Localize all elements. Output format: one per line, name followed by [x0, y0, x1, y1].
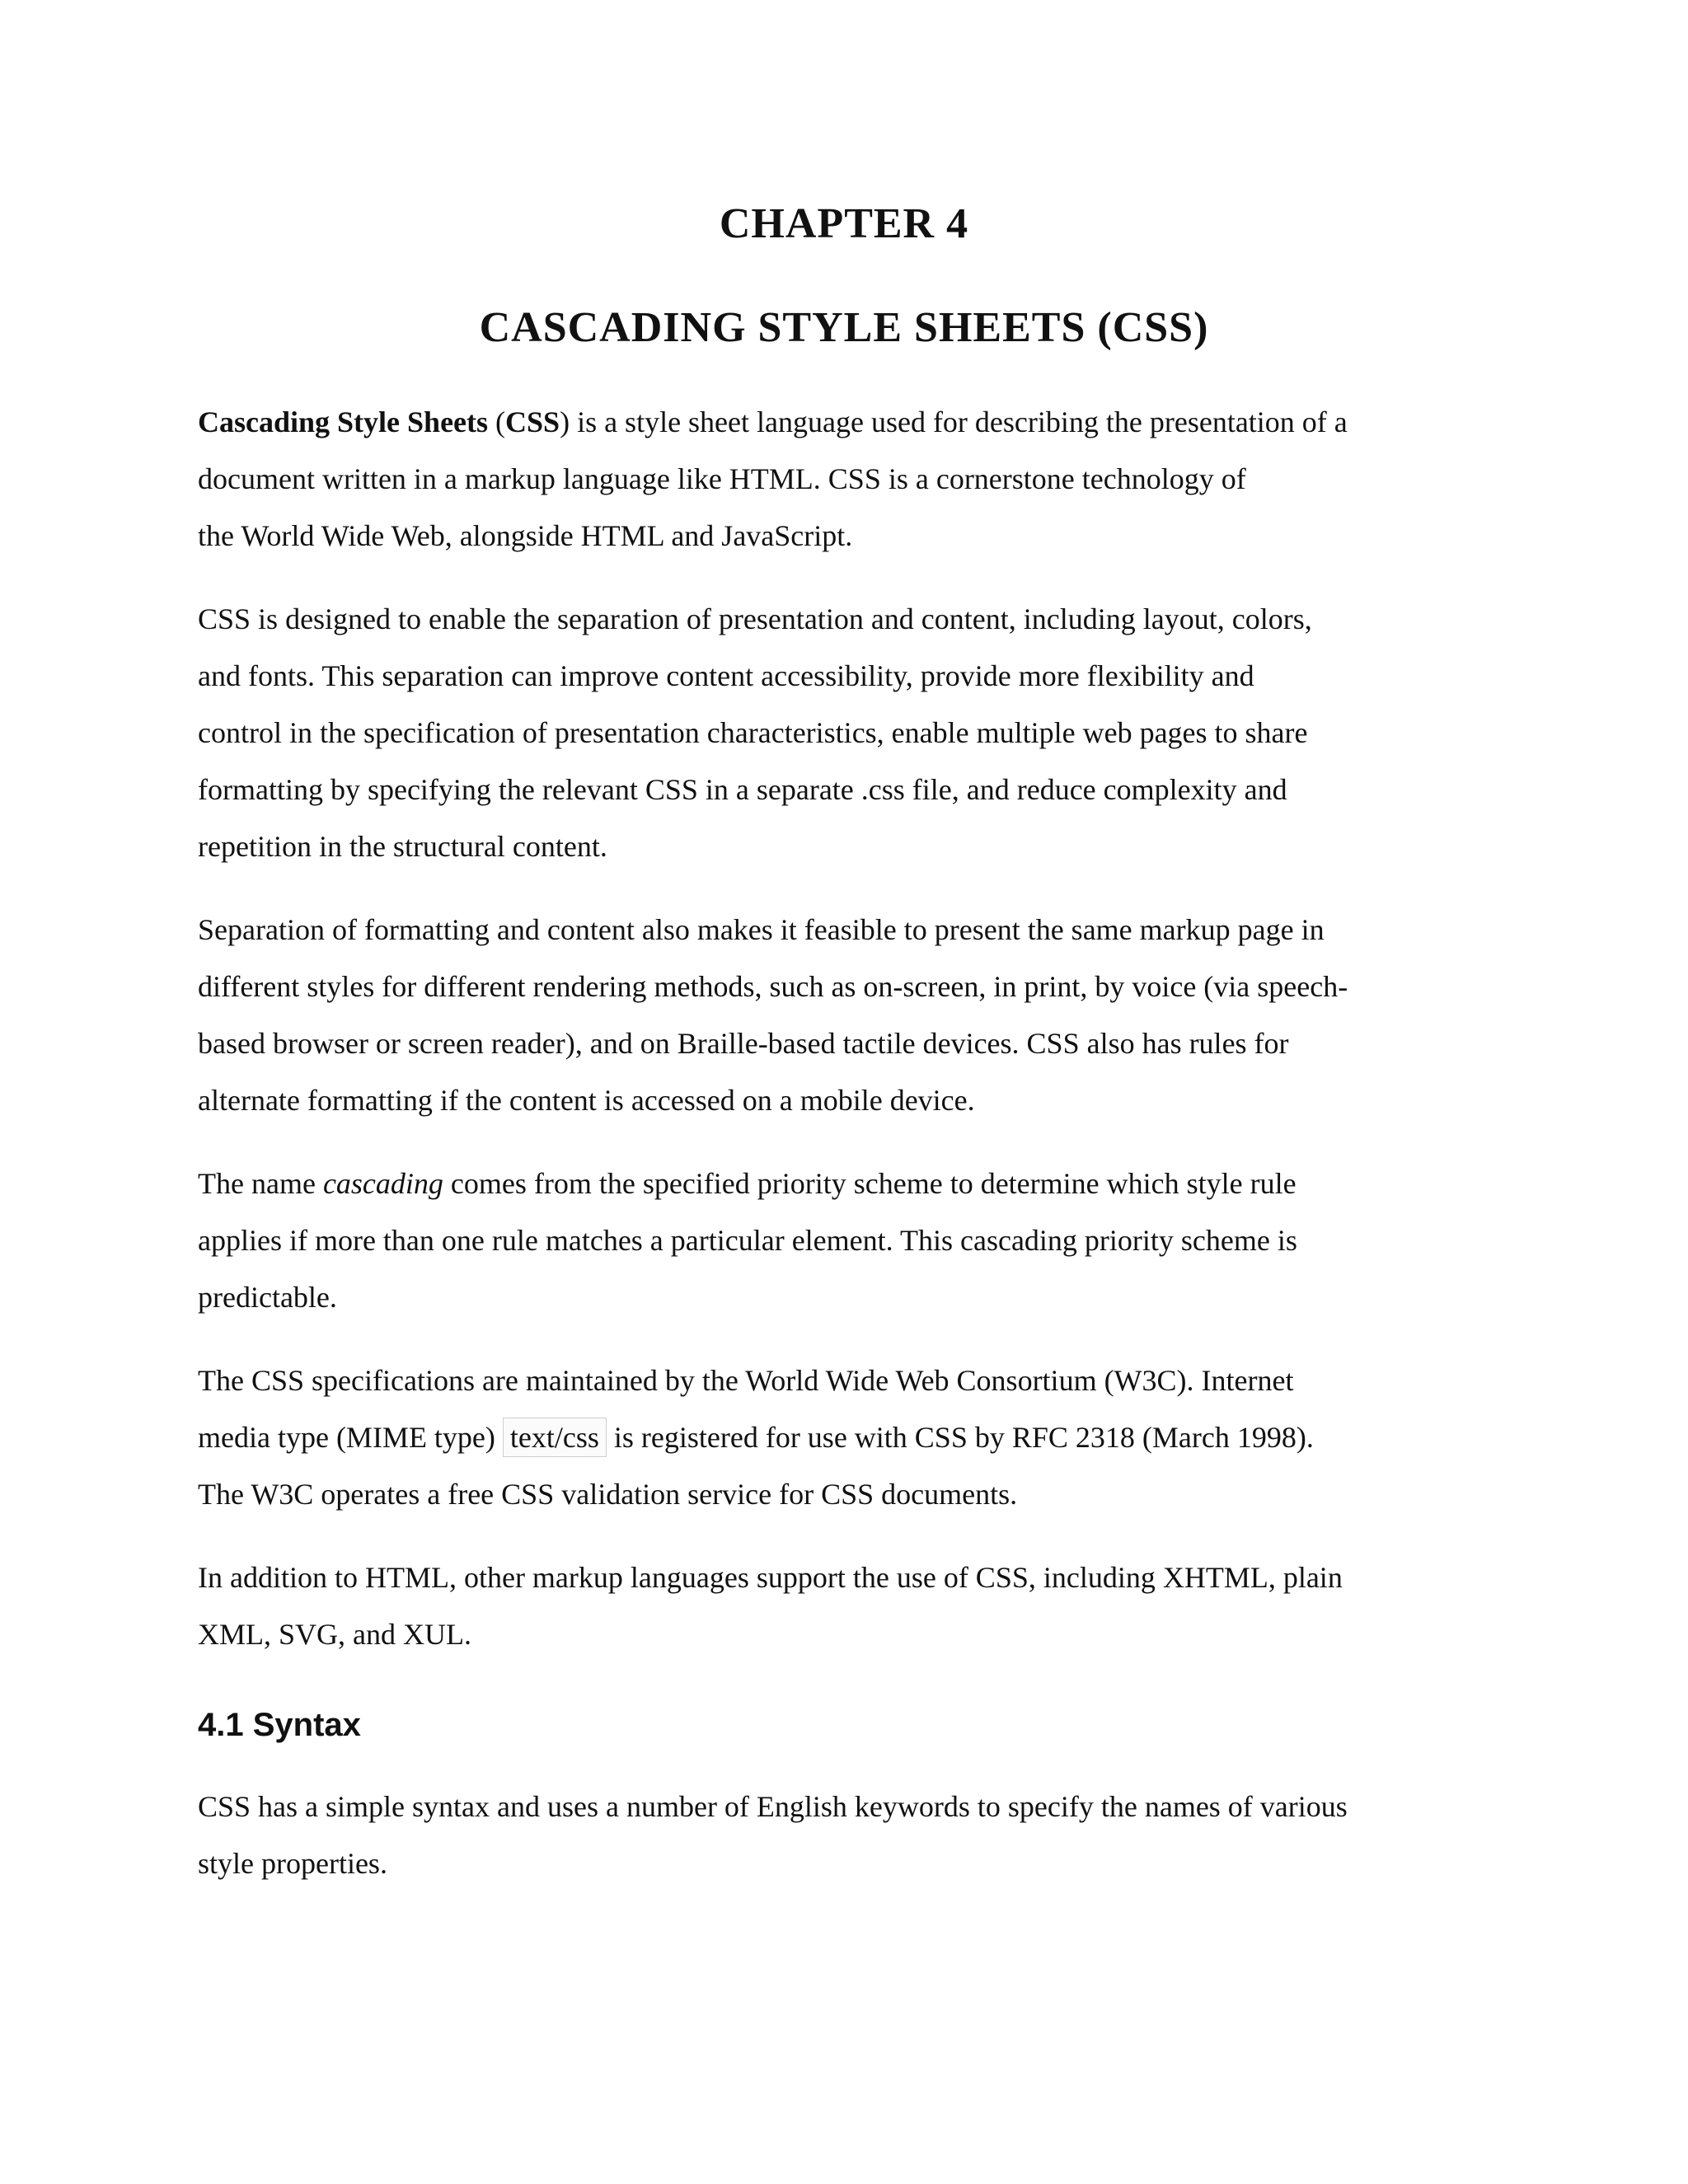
paragraph-line: Separation of formatting and content also makes it feasible to present the same markup page in [198, 913, 1325, 946]
paragraph-line: formatting by specifying the relevant CSS in a separate .css file, and reduce complexity and [198, 773, 1287, 806]
line-text: The name [198, 1167, 323, 1200]
paragraph-line: and fonts. This separation can improve content accessibility, provide more flexibility and [198, 659, 1254, 692]
line-text: is registered for use with CSS by RFC 2318 (March 1998). [606, 1421, 1314, 1454]
paragraph-line: The CSS specifications are maintained by the World Wide Web Consortium (W3C). Internet [198, 1364, 1294, 1397]
paragraph-line: CSS is designed to enable the separation of presentation and content, including layout, colors, [198, 602, 1312, 635]
mime-type-code: text/css [503, 1418, 607, 1457]
paragraph-line: document written in a markup language like HTML. CSS is a cornerstone technology of [198, 462, 1246, 495]
paragraph-rendering-methods [198, 902, 1508, 1129]
paragraph-intro [198, 394, 1508, 565]
paragraph-line: based browser or screen reader), and on Braille-based tactile devices. CSS also has rules for [198, 1027, 1289, 1060]
paragraph-line: In addition to HTML, other markup languages support the use of CSS, including XHTML, plain [198, 1561, 1343, 1594]
line-text: ) is a style sheet language used for describing the presentation of a [560, 405, 1348, 438]
paragraph-other-languages [198, 1549, 1508, 1663]
paragraph-line [198, 1409, 1508, 1466]
paragraph-line [198, 1155, 1508, 1212]
paragraph-cascading [198, 1155, 1508, 1326]
chapter-title: CASCADING STYLE SHEETS (CSS) [479, 304, 1209, 351]
paragraph-line: the World Wide Web, alongside HTML and JavaScript. [198, 519, 853, 552]
paragraph-line: predictable. [198, 1281, 337, 1314]
paragraph-line: repetition in the structural content. [198, 830, 607, 863]
paragraph-line: alternate formatting if the content is accessed on a mobile device. [198, 1084, 975, 1117]
line-text: media type (MIME type) [198, 1421, 503, 1454]
paragraph-line [198, 394, 1508, 451]
paragraph-separation [198, 591, 1508, 875]
chapter-number: CHAPTER 4 [719, 200, 969, 247]
open-paren: ( [488, 405, 506, 438]
section-heading-syntax: 4.1 Syntax [198, 1707, 361, 1743]
paragraph-line: XML, SVG, and XUL. [198, 1618, 471, 1651]
term-cascading: cascading [322, 1167, 443, 1200]
paragraph-line: different styles for different rendering methods, such as on-screen, in print, by voice (via speech- [198, 970, 1348, 1003]
line-text: comes from the specified priority scheme to determine which style rule [443, 1167, 1296, 1200]
chapter-body [198, 394, 1508, 1919]
paragraph-line: applies if more than one rule matches a particular element. This cascading priority scheme is [198, 1224, 1297, 1257]
term-css-abbr: CSS [505, 405, 560, 438]
paragraph-line: CSS has a simple syntax and uses a number of English keywords to specify the names of various [198, 1790, 1348, 1823]
paragraph-line: The W3C operates a free CSS validation service for CSS documents. [198, 1478, 1018, 1511]
paragraph-line: control in the specification of presentation characteristics, enable multiple web pages to share [198, 716, 1308, 749]
term-css-full: Cascading Style Sheets [198, 405, 489, 438]
paragraph-line: style properties. [198, 1847, 387, 1880]
paragraph-w3c [198, 1352, 1508, 1523]
paragraph-syntax [198, 1779, 1508, 1892]
